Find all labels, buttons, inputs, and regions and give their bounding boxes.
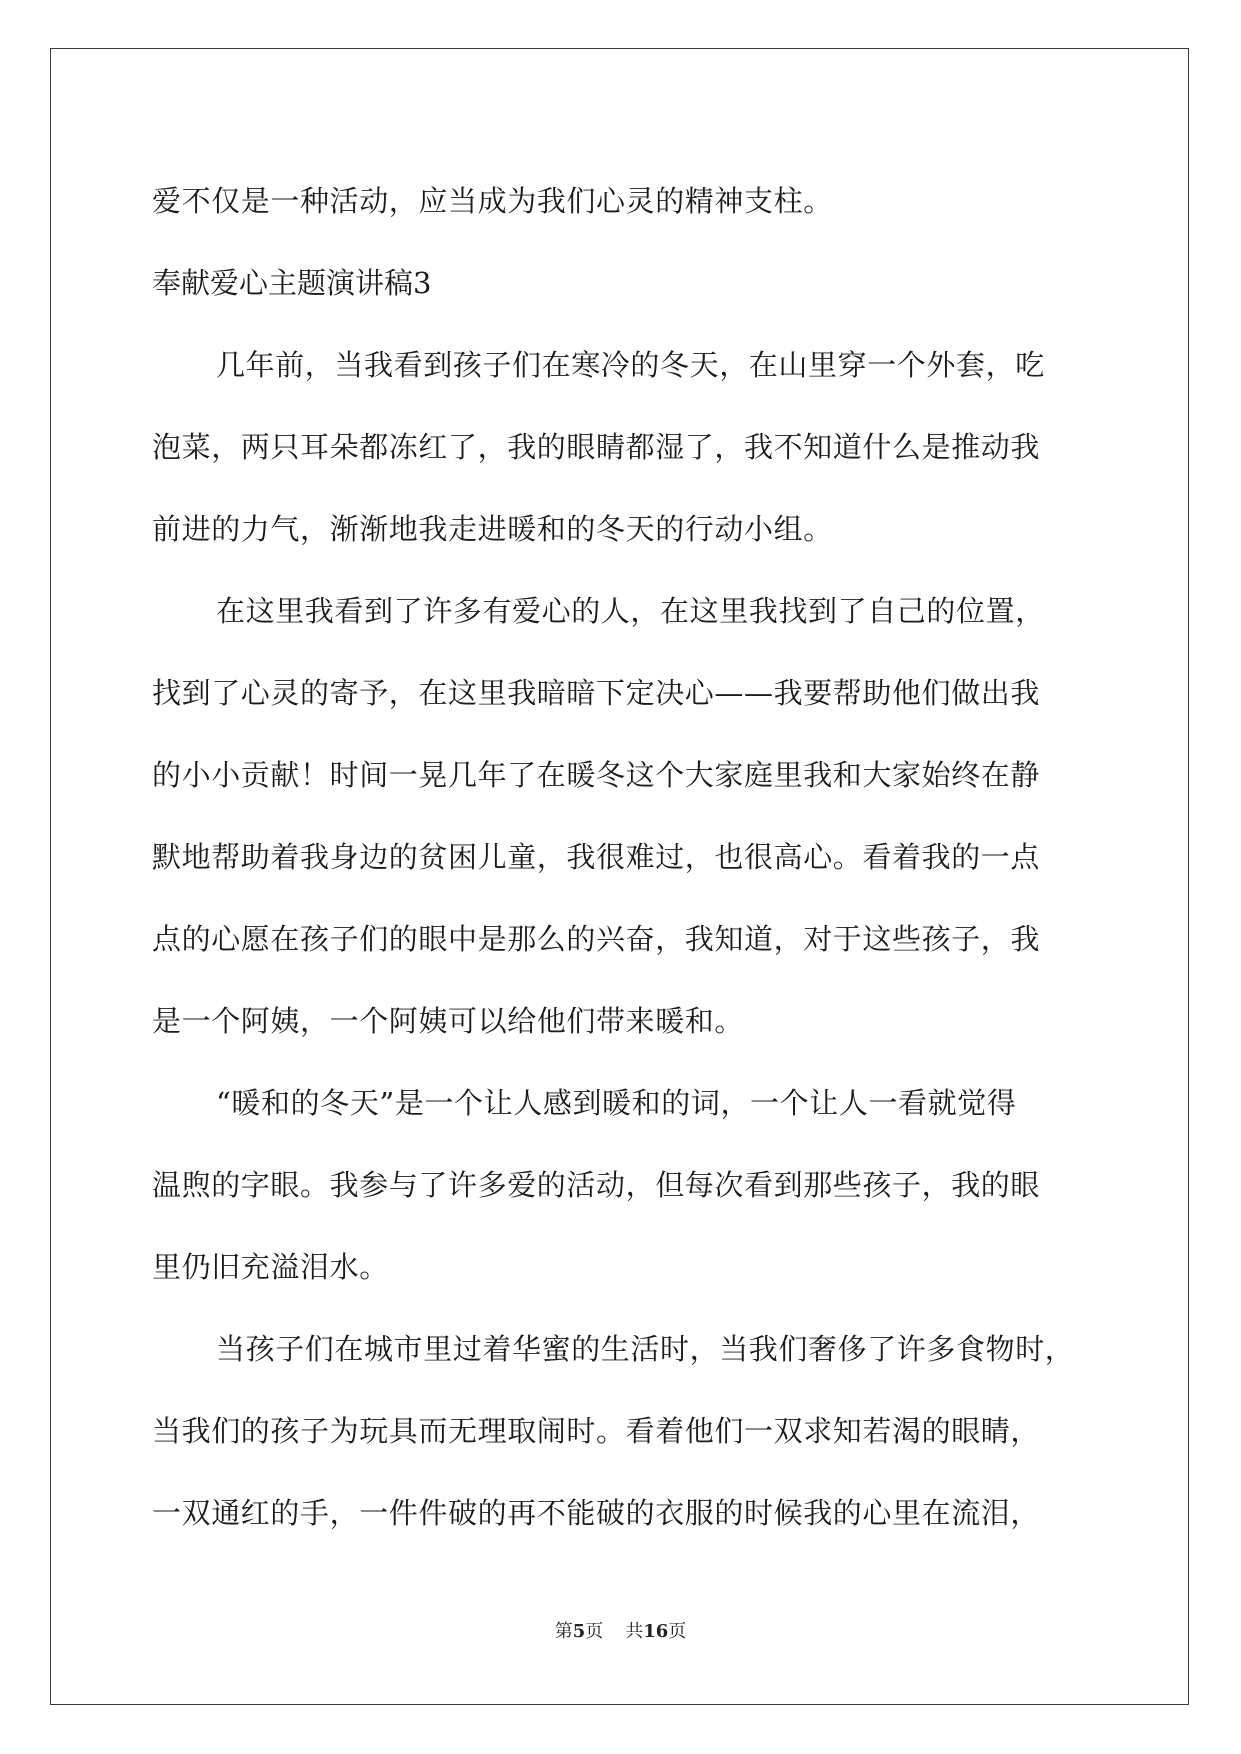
- total-suffix: 页: [668, 1621, 687, 1642]
- text-line-9: 默地帮助着我身边的贫困儿童，我很难过，也很高心。看着我的一点: [152, 840, 1041, 874]
- page-prefix: 第: [554, 1621, 573, 1642]
- page-suffix: 页: [585, 1621, 604, 1642]
- text-line-13: 温煦的字眼。我参与了许多爱的活动，但每次看到那些孩子，我的眼: [152, 1168, 1041, 1202]
- text-line-5: 前进的力气，渐渐地我走进暖和的冬天的行动小组。: [152, 512, 833, 546]
- text-line-1: 爱不仅是一种活动，应当成为我们心灵的精神支柱。: [152, 184, 833, 218]
- text-line-4: 泡菜，两只耳朵都冻红了，我的眼睛都湿了，我不知道什么是推动我: [152, 430, 1041, 464]
- text-line-16: 当我们的孩子为玩具而无理取闹时。看着他们一双求知若渴的眼睛，: [152, 1414, 1041, 1448]
- text-line-7: 找到了心灵的寄予，在这里我暗暗下定决心——我要帮助他们做出我: [152, 676, 1041, 710]
- total-pages: 16: [643, 1621, 669, 1642]
- text-line-15: 当孩子们在城市里过着华蜜的生活时，当我们奢侈了许多食物时，: [216, 1332, 1075, 1366]
- section-title: 奉献爱心主题演讲稿3: [152, 266, 432, 300]
- text-line-3: 几年前，当我看到孩子们在寒冷的冬天，在山里穿一个外套，吃: [216, 348, 1045, 382]
- text-line-14: 里仍旧充溢泪水。: [152, 1250, 389, 1284]
- text-line-12: “暖和的冬天”是一个让人感到暖和的词，一个让人一看就觉得: [216, 1086, 1017, 1120]
- page-footer: [0, 1617, 1241, 1643]
- document-body: [152, 160, 1092, 1554]
- text-line-11: 是一个阿姨，一个阿姨可以给他们带来暖和。: [152, 1004, 745, 1038]
- text-line-6: 在这里我看到了许多有爱心的人，在这里我找到了自己的位置，: [216, 594, 1045, 628]
- total-prefix: 共: [625, 1621, 644, 1642]
- page-number: 5: [572, 1621, 586, 1642]
- text-line-10: 点的心愿在孩子们的眼中是那么的兴奋，我知道，对于这些孩子，我: [152, 922, 1041, 956]
- text-line-17: 一双通红的手，一件件破的再不能破的衣服的时候我的心里在流泪，: [152, 1496, 1041, 1530]
- text-line-8: 的小小贡献！时间一晃几年了在暖冬这个大家庭里我和大家始终在静: [152, 758, 1041, 792]
